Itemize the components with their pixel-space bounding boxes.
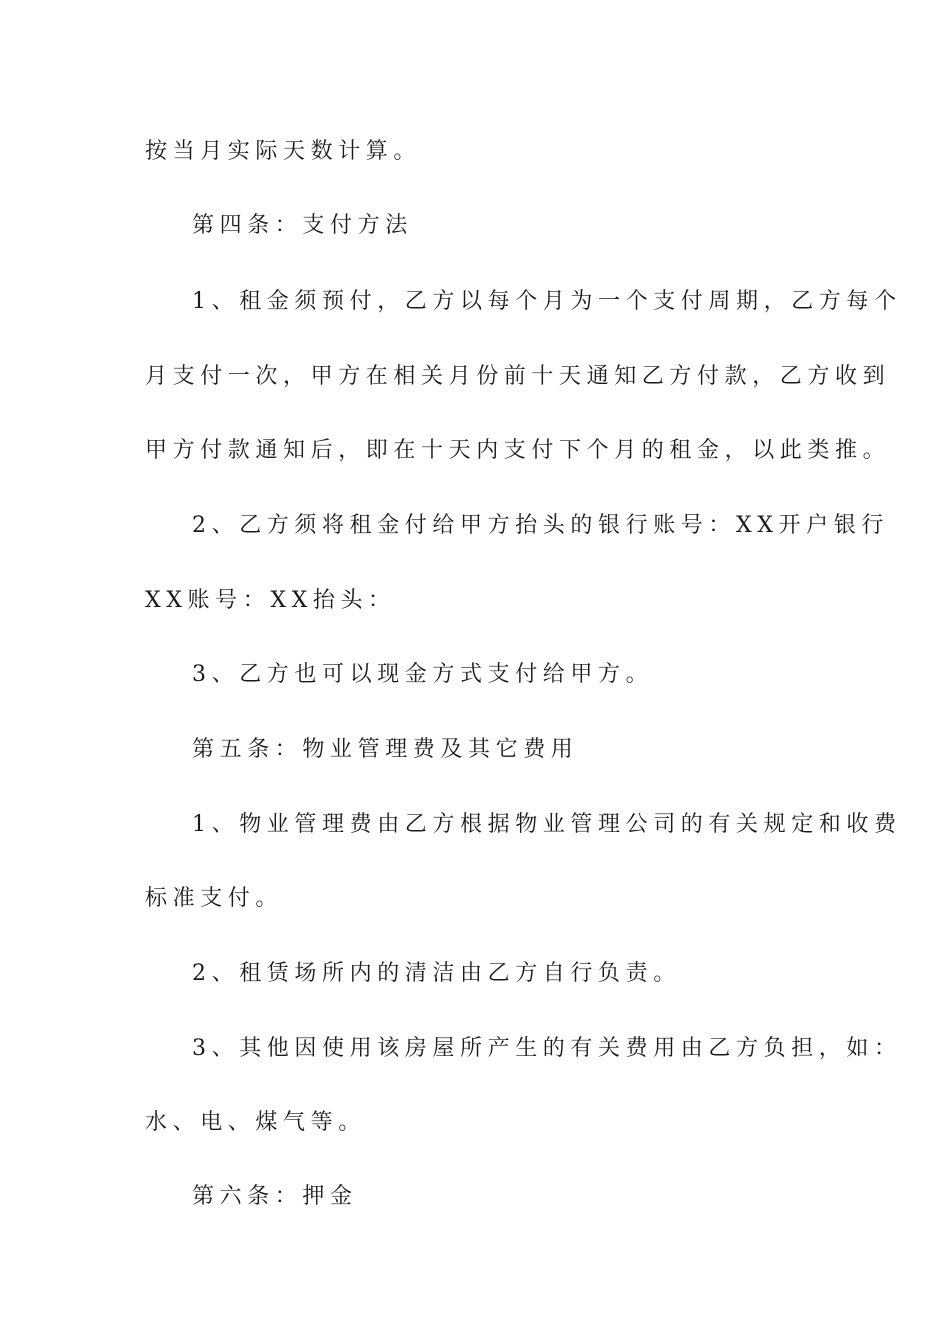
paragraph-line: 1、租金须预付，乙方以每个月为一个支付周期，乙方每个 [192,289,902,314]
paragraph-line: 1、物业管理费由乙方根据物业管理公司的有关规定和收费 [192,812,902,837]
paragraph-line: 2、租赁场所内的清洁由乙方自行负责。 [192,961,681,986]
paragraph-line: 按当月实际天数计算。 [145,139,422,164]
paragraph-line: 3、乙方也可以现金方式支付给甲方。 [192,662,654,687]
paragraph-line: 水、电、煤气等。 [145,1110,366,1135]
section-heading-article-5: 第五条：物业管理费及其它费用 [192,737,579,762]
paragraph-line: 3、其他因使用该房屋所产生的有关费用由乙方负担，如： [192,1036,902,1061]
section-heading-article-6: 第六条：押金 [192,1184,358,1209]
paragraph-line: 月支付一次，甲方在相关月份前十天通知乙方付款，乙方收到 [145,364,891,389]
paragraph-line: 标准支付。 [145,886,284,911]
paragraph-line: 2、乙方须将租金付给甲方抬头的银行账号：XX开户银行 [192,513,889,538]
section-heading-article-4: 第四条：支付方法 [192,213,413,238]
paragraph-line: XX账号：XX抬头： [145,588,396,613]
paragraph-line: 甲方付款通知后，即在十天内支付下个月的租金，以此类推。 [145,438,891,463]
